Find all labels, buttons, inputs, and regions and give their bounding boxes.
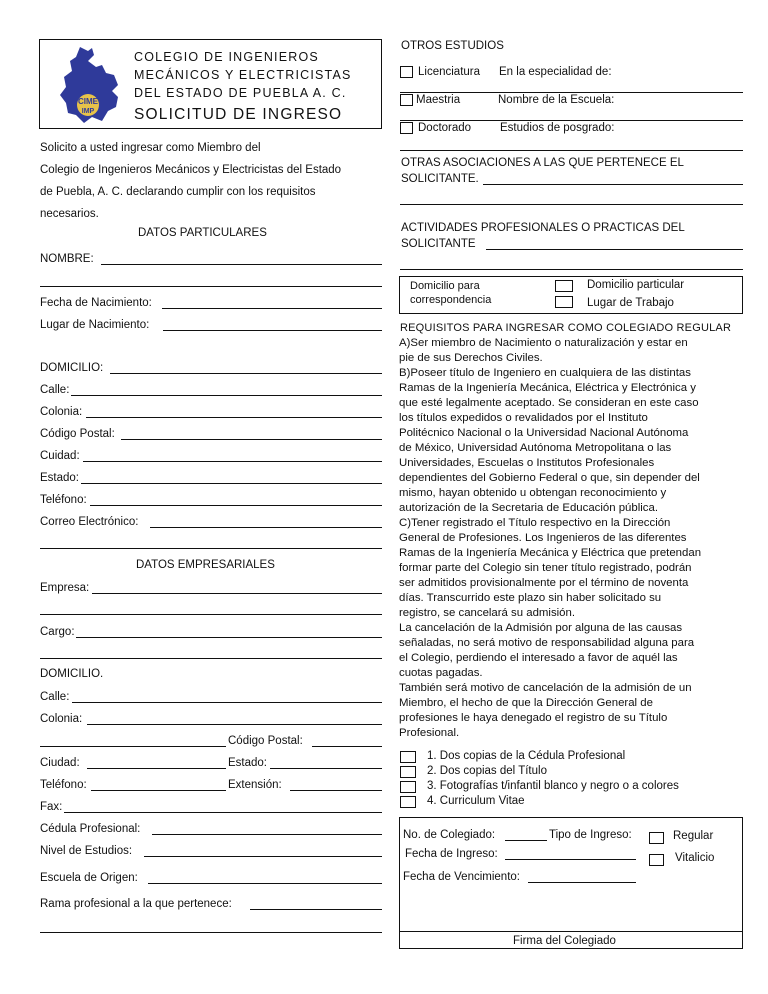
- checklist-cedula-checkbox[interactable]: [400, 751, 416, 763]
- office-box-divider: [399, 931, 743, 932]
- org-name-line1: COLEGIO DE INGENIEROS: [134, 50, 319, 64]
- domicilio-field[interactable]: [110, 373, 382, 374]
- business-colonia-label: Colonia:: [40, 713, 83, 725]
- nivel-estudios-field[interactable]: [144, 856, 382, 857]
- activities-label-line1: ACTIVIDADES PROFESIONALES O PRACTICAS DEL: [401, 222, 685, 234]
- requirements-line: Miembro, el hecho de que la Dirección General de: [399, 697, 653, 709]
- rama-profesional-label: Rama profesional a la que pertenece:: [40, 898, 232, 910]
- checklist-curriculum-checkbox[interactable]: [400, 796, 416, 808]
- business-codigo-postal-label: Código Postal:: [228, 735, 303, 747]
- requirements-line: señaladas, no será motivo de responsabilidad alguna para: [399, 637, 695, 649]
- business-estado-label: Estado:: [228, 757, 267, 769]
- requirements-line: Ramas de la Ingeniería Mecánica y Eléctrica que pretendan: [399, 547, 702, 559]
- requirements-line: de México, Universidad Autónoma Metropolitana o las: [399, 442, 672, 454]
- checklist-fotografias-checkbox[interactable]: [400, 781, 416, 793]
- licenciatura-label: Licenciatura: [418, 66, 481, 78]
- licenciatura-checkbox[interactable]: [400, 66, 413, 78]
- requirements-line: La cancelación de la Admisión por alguna de las causas: [399, 622, 683, 634]
- colonia-label: Colonia:: [40, 406, 83, 418]
- rama-profesional-field-line2[interactable]: [40, 932, 382, 933]
- business-telefono-label: Teléfono:: [40, 779, 87, 791]
- lugar-trabajo-checkbox[interactable]: [555, 296, 573, 308]
- org-name-line3: DEL ESTADO DE PUEBLA A. C.: [134, 86, 347, 100]
- firma-colegiado-label: Firma del Colegiado: [513, 935, 616, 947]
- business-codigo-postal-field[interactable]: [312, 746, 382, 747]
- fecha-nacimiento-label: Fecha de Nacimiento:: [40, 297, 152, 309]
- codigo-postal-label: Código Postal:: [40, 428, 115, 440]
- rama-profesional-field[interactable]: [250, 909, 382, 910]
- estado-field[interactable]: [81, 483, 382, 484]
- business-estado-field[interactable]: [270, 768, 382, 769]
- intro-line-4: necesarios.: [40, 208, 99, 220]
- checklist-cedula-label: 1. Dos copias de la Cédula Profesional: [427, 750, 626, 762]
- nombre-label: NOMBRE:: [40, 253, 94, 265]
- requirements-line: el Colegio, perdiendo el interesado a favor de aquél las: [399, 652, 678, 664]
- escuela-origen-label: Escuela de Origen:: [40, 872, 138, 884]
- cargo-field-line2[interactable]: [40, 658, 382, 659]
- fecha-nacimiento-field[interactable]: [162, 308, 382, 309]
- telefono-field[interactable]: [90, 505, 382, 506]
- no-colegiado-field[interactable]: [505, 840, 547, 841]
- business-address-extra-field[interactable]: [40, 746, 226, 747]
- especialidad-label: En la especialidad de:: [499, 66, 612, 78]
- requirements-line: ser admitidos provisionalmente por el término de noventa: [399, 577, 689, 589]
- nombre-escuela-field[interactable]: [400, 120, 743, 121]
- fax-label: Fax:: [40, 801, 63, 813]
- cargo-field[interactable]: [76, 637, 382, 638]
- maestria-label: Maestria: [416, 94, 461, 106]
- escuela-origen-field[interactable]: [148, 883, 382, 884]
- correspondence-label-line2: correspondencia: [410, 294, 492, 306]
- lugar-nacimiento-field[interactable]: [163, 330, 382, 331]
- activities-field[interactable]: [486, 249, 743, 250]
- business-calle-field[interactable]: [72, 702, 382, 703]
- doctorado-label: Doctorado: [418, 122, 472, 134]
- nombre-field-line2[interactable]: [40, 286, 382, 287]
- requirements-line: Ramas de la Ingeniería Mecánica, Eléctrica y Electrónica y: [399, 382, 696, 394]
- requirements-line: General de Profesiones. Los Ingenieros de las diferentes: [399, 532, 687, 544]
- personal-heading: DATOS PARTICULARES: [138, 227, 267, 239]
- requirements-line: profesiones le haya denegado el registro de su Título: [399, 712, 668, 724]
- fecha-ingreso-field[interactable]: [505, 859, 636, 860]
- nivel-estudios-label: Nivel de Estudios:: [40, 845, 133, 857]
- empresa-field[interactable]: [92, 593, 382, 594]
- requirements-heading: REQUISITOS PARA INGRESAR COMO COLEGIADO REGULAR: [400, 322, 732, 334]
- requirements-text: [399, 336, 744, 741]
- correo-field-line2[interactable]: [40, 548, 382, 549]
- checklist-titulo-checkbox[interactable]: [400, 766, 416, 778]
- intro-line-3: de Puebla, A. C. declarando cumplir con los requisitos: [40, 186, 316, 198]
- logo-text-imp: IMP: [81, 108, 95, 115]
- associations-label-line2: SOLICITANTE.: [401, 173, 479, 185]
- requirements-line: dependientes del Gobierno Federal o que, sin depender del: [399, 472, 700, 484]
- colonia-field[interactable]: [86, 417, 382, 418]
- fecha-ingreso-label: Fecha de Ingreso:: [405, 848, 498, 860]
- business-colonia-field[interactable]: [87, 724, 382, 725]
- activities-label-line2: SOLICITANTE: [401, 238, 476, 250]
- activities-field-line2[interactable]: [400, 269, 743, 270]
- requirements-line: registro, se cancelará su admisión.: [399, 607, 576, 619]
- logo-text-cime: CIME: [78, 97, 98, 106]
- telefono-label: Teléfono:: [40, 494, 87, 506]
- estado-label: Estado:: [40, 472, 79, 484]
- requirements-line: mismo, hayan obtenido u obtengan reconocimiento y: [399, 487, 667, 499]
- requirements-line: días. Transcurrido este plazo sin haber solicitado su: [399, 592, 662, 604]
- fecha-vencimiento-label: Fecha de Vencimiento:: [403, 871, 520, 883]
- empresa-field-line2[interactable]: [40, 614, 382, 615]
- calle-field[interactable]: [71, 395, 382, 396]
- requirements-line: C)Tener registrado el Título respectivo en la Dirección: [399, 517, 671, 529]
- posgrado-label: Estudios de posgrado:: [500, 122, 615, 134]
- especialidad-field[interactable]: [400, 92, 743, 93]
- associations-label-line1: OTRAS ASOCIACIONES A LAS QUE PERTENECE EL: [401, 157, 684, 169]
- regular-checkbox[interactable]: [649, 832, 664, 844]
- regular-label: Regular: [673, 830, 714, 842]
- requirements-line: Profesional.: [399, 727, 460, 739]
- nombre-field[interactable]: [101, 264, 382, 265]
- domicilio-particular-checkbox[interactable]: [555, 280, 573, 292]
- ciudad-field[interactable]: [83, 461, 382, 462]
- cedula-label: Cédula Profesional:: [40, 823, 141, 835]
- requirements-line: autorización de la Secretaria de Educación pública.: [399, 502, 658, 514]
- business-heading: DATOS EMPRESARIALES: [136, 559, 275, 571]
- college-logo: [58, 45, 126, 127]
- maestria-checkbox[interactable]: [400, 94, 413, 106]
- checklist-curriculum-label: 4. Curriculum Vitae: [427, 795, 525, 807]
- business-telefono-field[interactable]: [91, 790, 226, 791]
- requirements-line: Politécnico Nacional o la Universidad Nacional Autónoma: [399, 427, 689, 439]
- requirements-line: A)Ser miembro de Nacimiento o naturalización y estar en: [399, 337, 688, 349]
- cedula-field[interactable]: [152, 834, 382, 835]
- doctorado-checkbox[interactable]: [400, 122, 413, 134]
- correo-field[interactable]: [150, 527, 382, 528]
- tipo-ingreso-label: Tipo de Ingreso:: [549, 829, 632, 841]
- requirements-line: formar parte del Colegio sin tener título registrado, podrán: [399, 562, 692, 574]
- business-domicilio-label: DOMICILIO.: [40, 668, 104, 680]
- checklist-titulo-label: 2. Dos copias del Título: [427, 765, 547, 777]
- form-title: SOLICITUD DE INGRESO: [134, 106, 343, 123]
- checklist-fotografias-label: 3. Fotografías t/infantil blanco y negro o a colores: [427, 780, 679, 792]
- no-colegiado-label: No. de Colegiado:: [403, 829, 496, 841]
- other-studies-heading: OTROS ESTUDIOS: [401, 40, 504, 52]
- domicilio-particular-label: Domicilio particular: [587, 279, 685, 291]
- requirements-line: Universidades, Escuelas o Institutos Profesionales: [399, 457, 655, 469]
- associations-field[interactable]: [483, 184, 743, 185]
- business-ciudad-field[interactable]: [87, 768, 226, 769]
- requirements-line: cuotas pagadas.: [399, 667, 483, 679]
- correo-label: Correo Electrónico:: [40, 516, 139, 528]
- cargo-label: Cargo:: [40, 626, 75, 638]
- intro-line-2: Colegio de Ingenieros Mecánicos y Electricistas del Estado: [40, 164, 342, 176]
- codigo-postal-field[interactable]: [121, 439, 382, 440]
- empresa-label: Empresa:: [40, 582, 90, 594]
- intro-line-1: Solicito a usted ingresar como Miembro del: [40, 142, 261, 154]
- requirements-line: los títulos expedidos o revalidados por el Instituto: [399, 412, 648, 424]
- domicilio-label: DOMICILIO:: [40, 362, 104, 374]
- business-ciudad-label: Ciudad:: [40, 757, 80, 769]
- vitalicio-label: Vitalicio: [675, 852, 715, 864]
- vitalicio-checkbox[interactable]: [649, 854, 664, 866]
- org-name-line2: MECÁNICOS Y ELECTRICISTAS: [134, 68, 352, 82]
- fax-field[interactable]: [64, 812, 382, 813]
- correspondence-label-line1: Domicilio para: [410, 280, 480, 292]
- requirements-line: que esté legalmente aceptado. Se consideran en este caso: [399, 397, 699, 409]
- ciudad-label: Cuidad:: [40, 450, 80, 462]
- business-extension-label: Extensión:: [228, 779, 282, 791]
- requirements-line: B)Poseer título de Ingeniero en cualquiera de las distintas: [399, 367, 691, 379]
- fecha-vencimiento-field[interactable]: [528, 882, 636, 883]
- calle-label: Calle:: [40, 384, 70, 396]
- lugar-trabajo-label: Lugar de Trabajo: [587, 297, 674, 309]
- business-extension-field[interactable]: [290, 790, 382, 791]
- header-box: [39, 39, 382, 129]
- business-calle-label: Calle:: [40, 691, 70, 703]
- requirements-line: pie de sus Derechos Civiles.: [399, 352, 543, 364]
- lugar-nacimiento-label: Lugar de Nacimiento:: [40, 319, 150, 331]
- posgrado-field[interactable]: [400, 150, 743, 151]
- requirements-line: También será motivo de cancelación de la admisión de un: [399, 682, 692, 694]
- nombre-escuela-label: Nombre de la Escuela:: [498, 94, 615, 106]
- associations-field-line2[interactable]: [400, 204, 743, 205]
